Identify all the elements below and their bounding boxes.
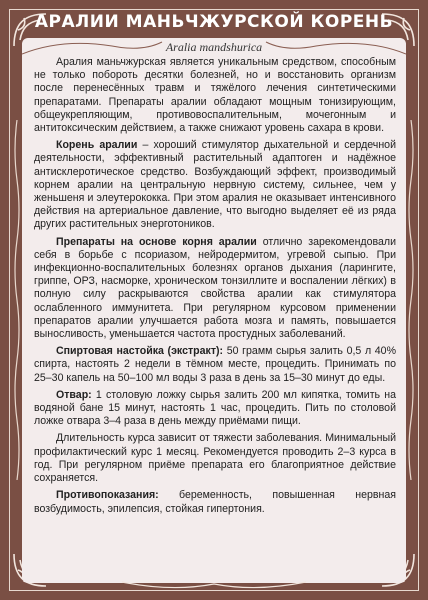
latin-name: Aralia mandshurica	[165, 40, 263, 54]
paragraph-contraindications: Противопоказания: беременность, повышенная нервная возбудимость, эпилепсия, стойкая гипертония.	[34, 489, 396, 515]
page-title: АРАЛИИ МАНЬЧЖУРСКОЙ КОРЕНЬ	[34, 12, 394, 32]
article-body	[34, 56, 396, 520]
paragraph-decoction: Отвар: 1 столовую ложку сырья залить 200 мл кипятка, томить на водяной бане 15 минут, настоять 1 час, процедить. Пить по столовой ложке отвара 3–4 раза в день между приёмами пищи.	[34, 388, 396, 428]
right-ornament-icon	[406, 120, 416, 480]
paragraph-root: Корень аралии – хороший стимулятор дыхательной и сердечной деятельности, эффективный растительный адаптоген и надёжное антисклеротическое средство. Возбуждающий эффект, производимый корнем аралии на центральную нервную систему, сильнее, чем у женьшеня и элеутерококка. При этом аралия не оказывает интенсивного действия на артериальное давление, что выгодно выделяет её из ряда других растительных энерготоников.	[34, 139, 396, 231]
paragraph-preparations: Препараты на основе корня аралии отлично зарекомендовали себя в борьбе с псориазом, нейродермитом, угревой сыпью. При инфекционно-воспалительных болезнях органов дыхания (ларингите, гриппе, ОРЗ, насморке, хроническом тонзиллите и воспалении лёгких) в полную силу раскрываются свойства аралии как стимулятора ослабленного иммунитета. При регулярном курсовом применении препаратов аралии улучшается работа мозга и память, повышается выносливость, уменьшается частота простудных заболеваний.	[34, 235, 396, 341]
paragraph-tincture: Спиртовая настойка (экстракт): 50 грамм сырья залить 0,5 л 40% спирта, настоять 2 недели в тёмном месте, процедить. Принимать по 25–30 капель на 50–100 мл воды 3 раза в день за 15–30 минут до еды.	[34, 345, 396, 384]
left-ornament-icon	[12, 120, 22, 480]
paragraph-intro: Аралия маньчжурская является уникальным средством, способным не только побороть десятки болезней, но и восстановить организм после перенесённых травм и тяжёлого лечения синтетическими препаратами. Препараты аралии обладают мощным тонизирующим, общеукрепляющим, противовоспалительным, мочегонным и антитоксическим действием, а также снижают уровень сахара в крови.	[34, 56, 396, 135]
paragraph-course: Длительность курса зависит от тяжести заболевания. Минимальный профилактический курс 1 месяц. Рекомендуется проводить 2–3 курса в год. При регулярном приёме препарата его благоприятное действие сохраняется.	[34, 432, 396, 485]
bottom-swirl-icon	[22, 578, 406, 592]
